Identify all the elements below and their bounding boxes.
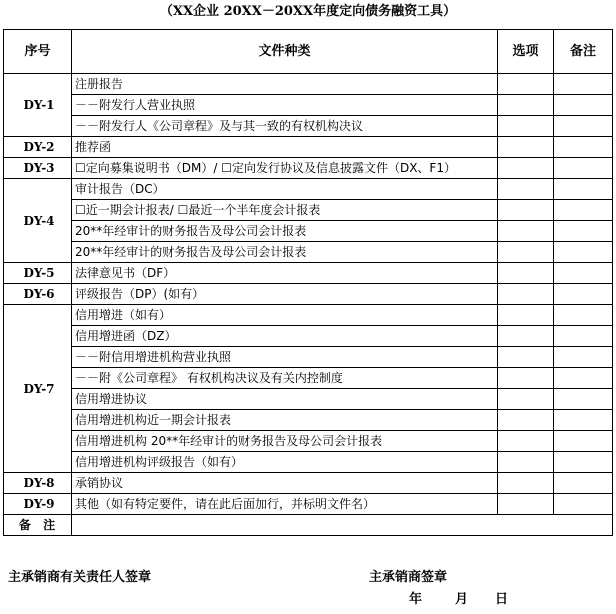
row-code: DY-3: [4, 158, 72, 179]
remark-cell[interactable]: [554, 284, 613, 305]
remark-cell[interactable]: [554, 95, 613, 116]
table-row: [4, 179, 613, 200]
option-cell[interactable]: [498, 431, 554, 452]
remark-cell[interactable]: [554, 221, 613, 242]
table-row: [4, 137, 613, 158]
row-code: DY-4: [4, 179, 72, 263]
option-cell[interactable]: [498, 179, 554, 200]
doc-item: 其他（如有特定要件，请在此后面加行，并标明文件名）: [72, 494, 498, 515]
table-row: [4, 368, 613, 389]
option-cell[interactable]: [498, 494, 554, 515]
doc-item: －－附信用增进机构营业执照: [72, 347, 498, 368]
doc-item: 信用增进机构近一期会计报表: [72, 410, 498, 431]
option-cell[interactable]: [498, 368, 554, 389]
remark-cell[interactable]: [554, 74, 613, 95]
doc-item: ☐定向募集说明书（DM）/ ☐定向发行协议及信息披露文件（DX、F1）: [72, 158, 498, 179]
document-title: （XX企业 20XX－20XX年度定向债务融资工具）: [159, 4, 457, 19]
remark-cell[interactable]: [554, 431, 613, 452]
header-seq: 序号: [4, 30, 72, 74]
doc-item: 信用增进机构评级报告（如有）: [72, 452, 498, 473]
date-month-label: 月: [455, 592, 469, 607]
table-row: [4, 116, 613, 137]
table-row: [4, 452, 613, 473]
option-cell[interactable]: [498, 473, 554, 494]
doc-item: 信用增进机构 20**年经审计的财务报告及母公司会计报表: [72, 431, 498, 452]
lead-underwriter-signature-label: 主承销商签章: [369, 570, 448, 585]
remark-cell[interactable]: [554, 305, 613, 326]
option-cell[interactable]: [498, 389, 554, 410]
row-code: DY-1: [4, 74, 72, 137]
table-row: [4, 410, 613, 431]
date-day-label: 日: [495, 592, 509, 607]
doc-item: 审计报告（DC）: [72, 179, 498, 200]
doc-item: 20**年经审计的财务报告及母公司会计报表: [72, 221, 498, 242]
header-doc-type: 文件种类: [72, 30, 498, 74]
doc-item: 信用增进协议: [72, 389, 498, 410]
table-row: [4, 389, 613, 410]
remark-cell[interactable]: [554, 137, 613, 158]
remarks-label: 备 注: [4, 515, 72, 536]
option-cell[interactable]: [498, 410, 554, 431]
option-cell[interactable]: [498, 137, 554, 158]
table-row: [4, 305, 613, 326]
table-row: [4, 284, 613, 305]
table-row: [4, 95, 613, 116]
table-row: [4, 200, 613, 221]
option-cell[interactable]: [498, 263, 554, 284]
option-cell[interactable]: [498, 242, 554, 263]
remark-cell[interactable]: [554, 410, 613, 431]
remarks-field[interactable]: [72, 515, 613, 536]
remark-cell[interactable]: [554, 179, 613, 200]
remark-cell[interactable]: [554, 263, 613, 284]
doc-item: 注册报告: [72, 74, 498, 95]
table-row: [4, 158, 613, 179]
row-code: DY-7: [4, 305, 72, 473]
table-row: [4, 242, 613, 263]
remark-cell[interactable]: [554, 158, 613, 179]
remark-cell[interactable]: [554, 347, 613, 368]
row-code: DY-9: [4, 494, 72, 515]
responsible-person-signature-label: 主承销商有关责任人签章: [8, 570, 152, 585]
doc-item: －－附发行人营业执照: [72, 95, 498, 116]
doc-item: －－附《公司章程》 有权机构决议及有关内控制度: [72, 368, 498, 389]
doc-item: 承销协议: [72, 473, 498, 494]
remark-cell[interactable]: [554, 452, 613, 473]
header-option: 选项: [498, 30, 554, 74]
table-row: [4, 263, 613, 284]
option-cell[interactable]: [498, 221, 554, 242]
option-cell[interactable]: [498, 200, 554, 221]
option-cell[interactable]: [498, 347, 554, 368]
doc-item: 信用增进函（DZ）: [72, 326, 498, 347]
table-row: [4, 473, 613, 494]
row-code: DY-5: [4, 263, 72, 284]
row-code: DY-2: [4, 137, 72, 158]
table-row: [4, 347, 613, 368]
table-row: [4, 431, 613, 452]
remark-cell[interactable]: [554, 326, 613, 347]
table-row: [4, 74, 613, 95]
table-row: [4, 326, 613, 347]
remark-cell[interactable]: [554, 200, 613, 221]
option-cell[interactable]: [498, 452, 554, 473]
checklist-table: [3, 29, 613, 536]
doc-item: 信用增进（如有）: [72, 305, 498, 326]
header-remark: 备注: [554, 30, 613, 74]
option-cell[interactable]: [498, 74, 554, 95]
remark-cell[interactable]: [554, 494, 613, 515]
option-cell[interactable]: [498, 158, 554, 179]
table-header-row: [4, 30, 613, 74]
remark-cell[interactable]: [554, 473, 613, 494]
doc-item: －－附发行人《公司章程》及与其一致的有权机构决议: [72, 116, 498, 137]
remark-cell[interactable]: [554, 389, 613, 410]
remark-cell[interactable]: [554, 116, 613, 137]
option-cell[interactable]: [498, 116, 554, 137]
doc-item: 法律意见书（DF）: [72, 263, 498, 284]
signature-date: [409, 591, 529, 609]
row-code: DY-8: [4, 473, 72, 494]
option-cell[interactable]: [498, 305, 554, 326]
remark-cell[interactable]: [554, 242, 613, 263]
row-code: DY-6: [4, 284, 72, 305]
option-cell[interactable]: [498, 284, 554, 305]
table-row: [4, 221, 613, 242]
option-cell[interactable]: [498, 95, 554, 116]
remark-cell[interactable]: [554, 368, 613, 389]
option-cell[interactable]: [498, 326, 554, 347]
doc-item: 评级报告（DP）(如有）: [72, 284, 498, 305]
date-year-label: 年: [409, 592, 423, 607]
table-row: [4, 494, 613, 515]
doc-item: 20**年经审计的财务报告及母公司会计报表: [72, 242, 498, 263]
remarks-row: [4, 515, 613, 536]
doc-item: 推荐函: [72, 137, 498, 158]
doc-item: ☐近一期会计报表/ ☐最近一个半年度会计报表: [72, 200, 498, 221]
